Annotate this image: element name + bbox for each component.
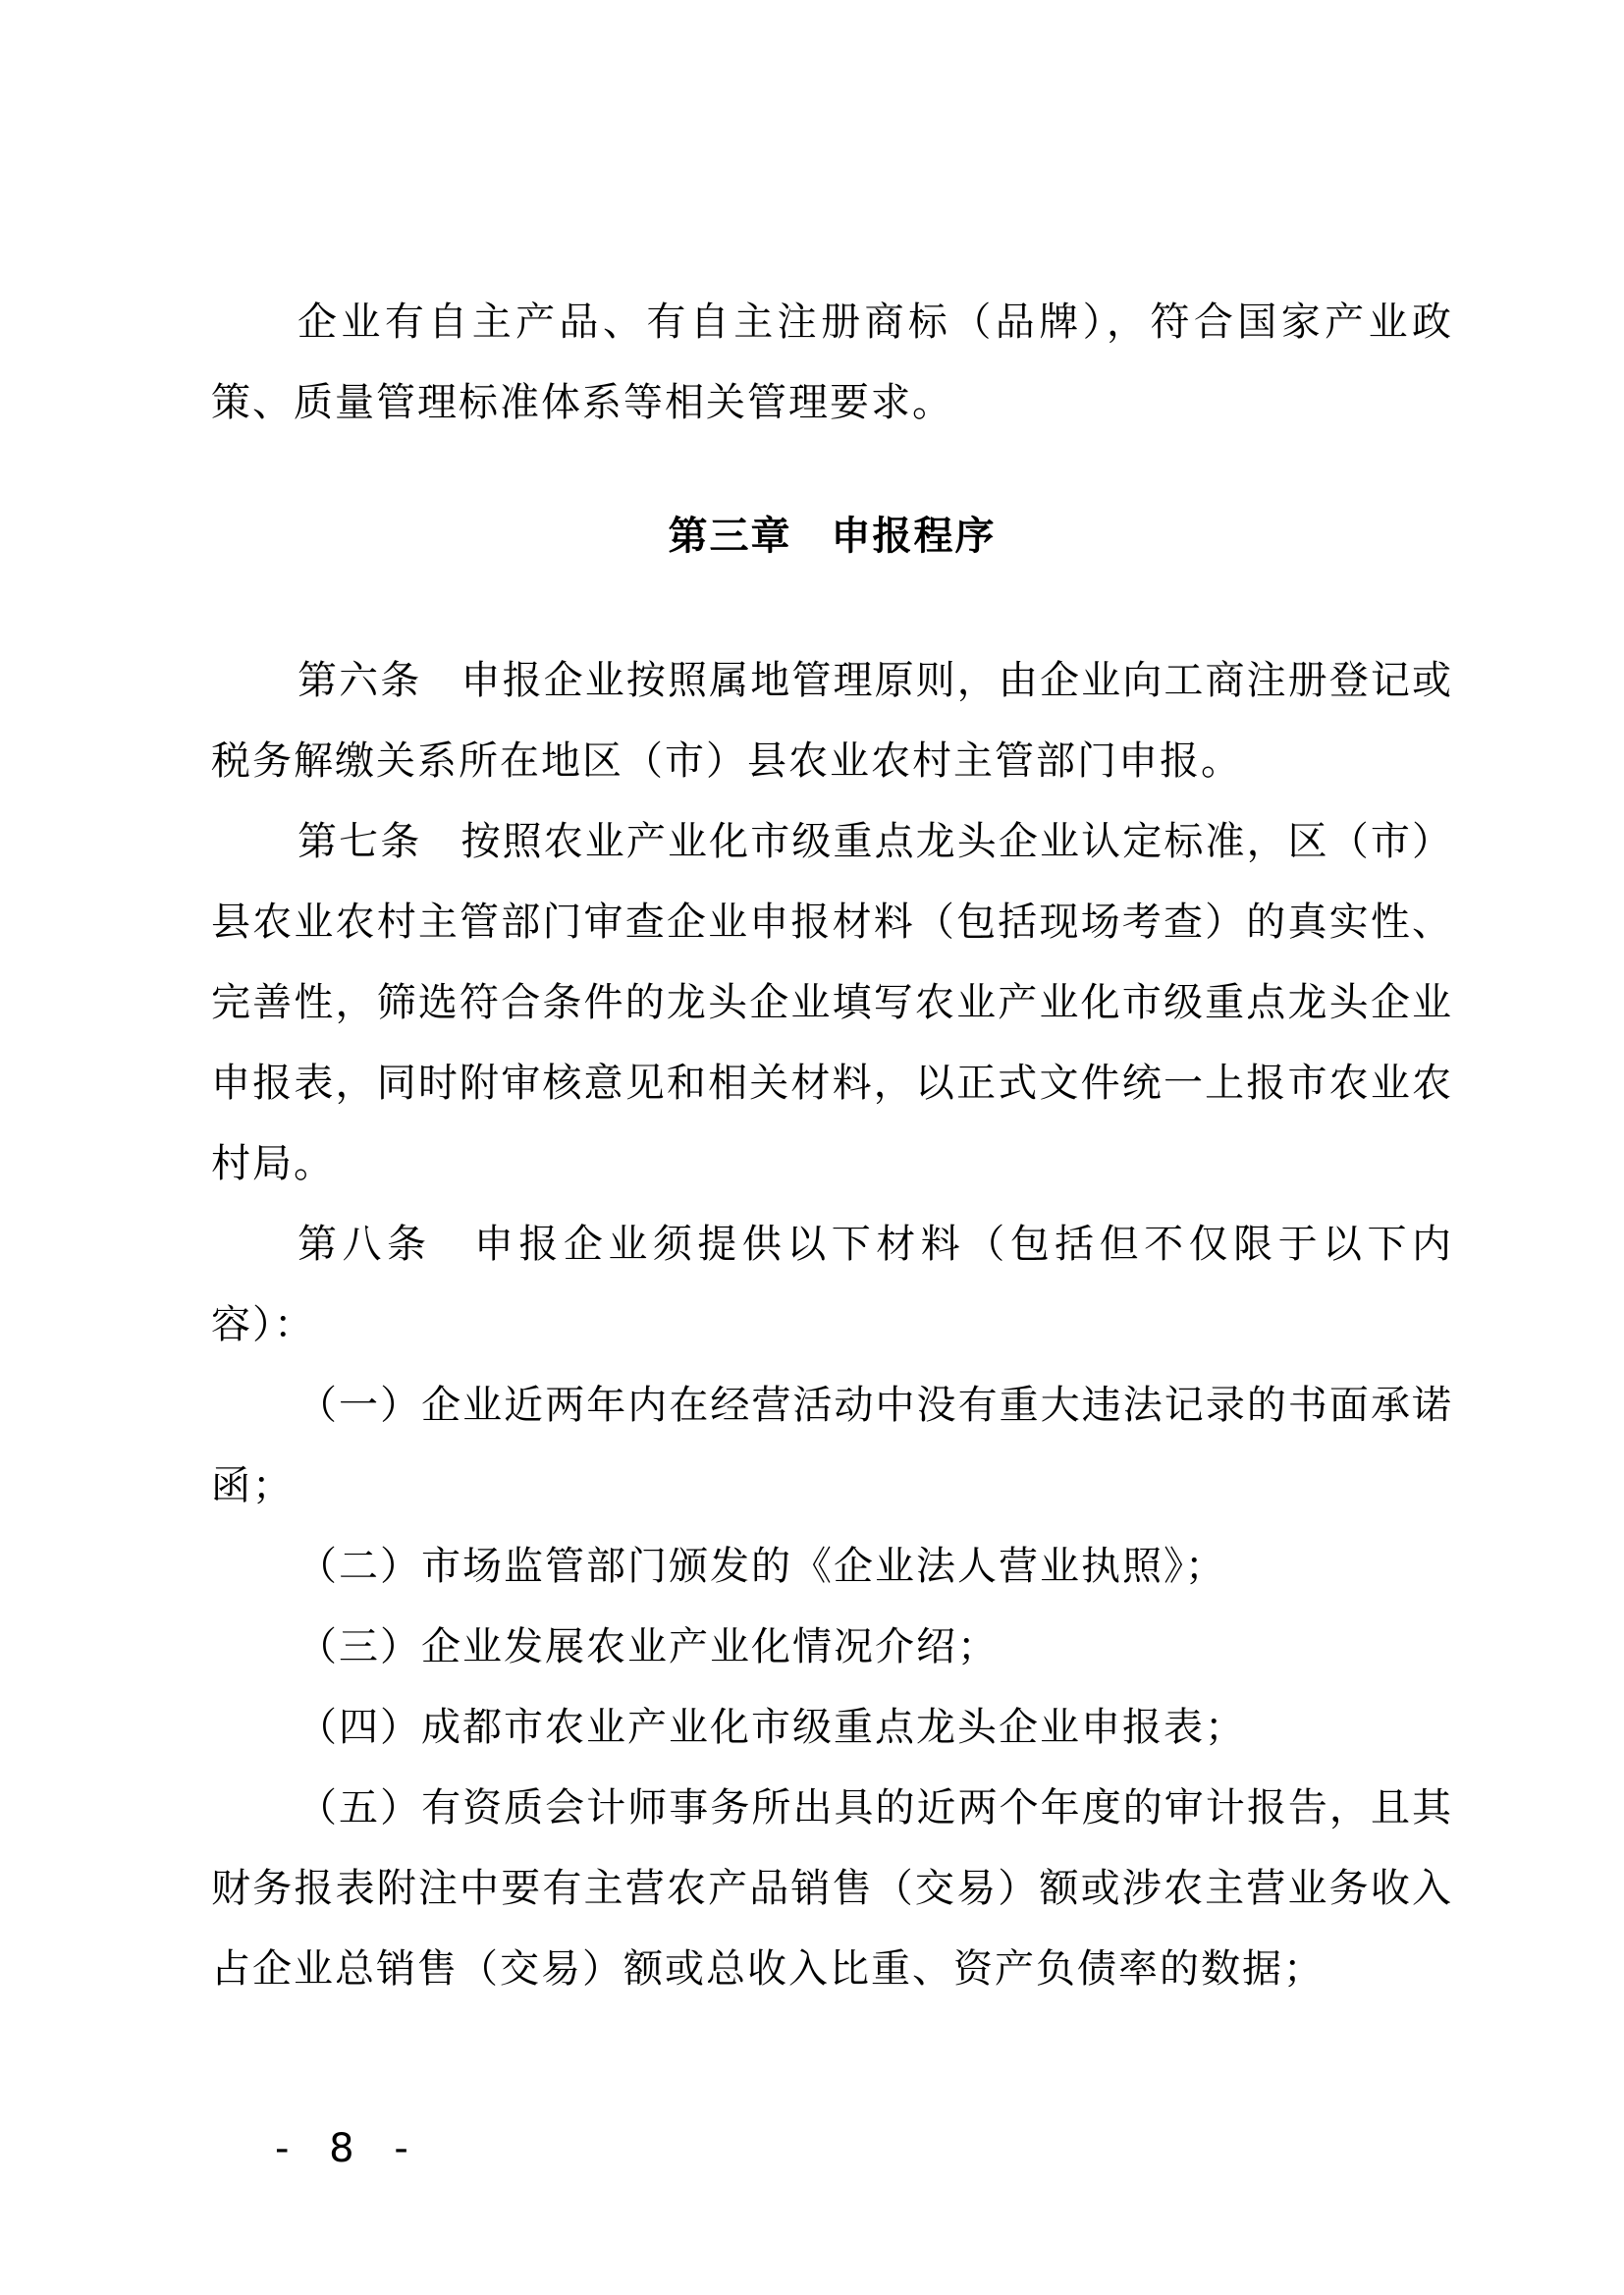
article-8-label: 第八条 [298, 1222, 432, 1267]
article-7-label: 第七条 [298, 819, 422, 864]
chapter-heading [211, 496, 1453, 576]
list-item-4: （四）成都市农业产业化市级重点龙头企业申报表； [298, 1705, 1246, 1750]
list-item-3: （三）企业发展农业产业化情况介绍； [298, 1624, 999, 1669]
paragraph-product-requirements: 企业有自主产品、有自主注册商标（品牌），符合国家产业政策、质量管理标准体系等相关管理要求。 [211, 300, 1453, 425]
article-7-text: 按照农业产业化市级重点龙头企业认定标准，区（市）县农业农村主管部门审查企业申报材料（包括现场考查）的真实性、完善性，筛选符合条件的龙头企业填写农业产业化市级重点龙头企业申报表，同时附审核意见和相关材料，以正式文件统一上报市农业农村局。 [211, 819, 1454, 1186]
chapter-number: 第三章 [668, 514, 792, 559]
list-item-1: （一）企业近两年内在经营活动中没有重大违法记录的书面承诺函； [211, 1383, 1453, 1508]
article-6-label: 第六条 [298, 658, 422, 703]
page-number: - 8 - [275, 2126, 422, 2171]
article-8-text: 申报企业须提供以下材料（包括但不仅限于以下内容）： [211, 1222, 1454, 1347]
article-6-text: 申报企业按照属地管理原则，由企业向工商注册登记或税务解缴关系所在地区（市）县农业农村主管部门申报。 [211, 658, 1454, 784]
list-item-2: （二）市场监管部门颁发的《企业法人营业执照》； [298, 1544, 1226, 1589]
chapter-title: 申报程序 [831, 514, 997, 559]
article-8 [211, 1204, 1453, 1365]
list-item-5: （五）有资质会计师事务所出具的近两个年度的审计报告，且其财务报表附注中要有主营农产品销售（交易）额或涉农主营业务收入占企业总销售（交易）额或总收入比重、资产负债率的数据； [211, 1785, 1453, 1992]
article-7 [211, 801, 1453, 1204]
article-6 [211, 640, 1453, 801]
